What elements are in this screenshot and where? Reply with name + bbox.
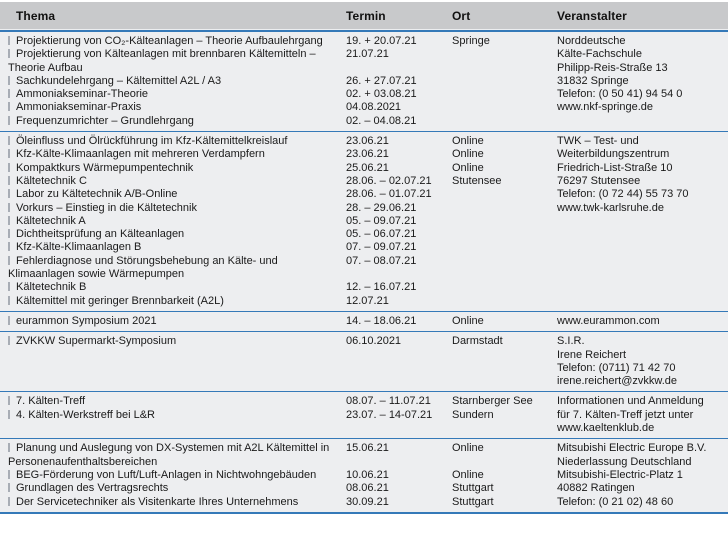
row-marker-icon — [8, 76, 10, 85]
event-theme — [0, 469, 338, 482]
event-theme — [0, 315, 338, 328]
event-theme — [0, 148, 338, 161]
event-theme-text: Grundlagen des Vertragsrechts — [16, 482, 169, 495]
event-theme-text: eurammon Symposium 2021 — [16, 314, 157, 327]
event-theme — [0, 135, 338, 148]
event-theme — [0, 88, 338, 101]
organizer-line: für 7. Kälten-Treff jetzt unter — [557, 408, 694, 421]
event-theme — [0, 442, 338, 469]
event-location: Online — [452, 468, 484, 481]
event-location: Online — [452, 442, 484, 455]
event-theme-text: Kfz-Kälte-Klimaanlagen B — [16, 241, 142, 254]
row-marker-icon — [8, 396, 10, 405]
event-theme — [0, 115, 338, 128]
event-theme-text: Vorkurs – Einstieg in die Kältetechnik — [16, 201, 197, 214]
organizer-line: Mitsubishi-Electric-Platz 1 — [557, 468, 683, 481]
event-date: 30.09.21 — [346, 495, 389, 508]
organizer-website: www.eurammon.com — [557, 314, 660, 327]
row-marker-icon — [8, 282, 10, 291]
row-marker-icon — [8, 36, 10, 45]
event-location: Darmstadt — [452, 335, 503, 348]
organizer-line: Irene Reichert — [557, 348, 627, 361]
event-location: Online — [452, 161, 484, 174]
event-theme — [0, 241, 338, 254]
event-theme-text: 4. Kälten-Werkstreff bei L&R — [16, 408, 155, 421]
organizer-website: www.kaeltenklub.de — [557, 422, 655, 435]
event-theme-text: Labor zu Kältetechnik A/B-Online — [16, 188, 178, 201]
event-date: 07. – 09.07.21 — [346, 241, 417, 254]
organizer-line: S.I.R. — [557, 335, 585, 348]
table-bottom-line — [0, 512, 728, 514]
organizer-info — [549, 442, 728, 508]
event-location: Stuttgart — [452, 482, 494, 495]
row-marker-icon — [8, 203, 10, 212]
organizer-line: 40882 Ratingen — [557, 482, 635, 495]
event-theme — [0, 175, 338, 188]
event-theme — [0, 395, 338, 408]
event-date: 23.07. – 14-07.21 — [346, 408, 433, 421]
row-marker-icon — [8, 256, 10, 265]
event-theme — [0, 215, 338, 228]
event-theme — [0, 48, 338, 75]
event-location: Stutensee — [452, 174, 502, 187]
organizer-line: Kälte-Fachschule — [557, 48, 642, 61]
event-theme-text: Ammoniakseminar-Praxis — [16, 101, 142, 114]
event-theme-text: Projektierung von CO₂-Kälteanlagen – Theorie Aufbaulehrgang — [16, 35, 323, 47]
event-date: 26. + 27.07.21 — [346, 74, 417, 87]
column-header-thema: Thema — [16, 8, 56, 23]
row-marker-icon — [8, 229, 10, 238]
row-marker-icon — [8, 116, 10, 125]
event-theme-text: Projektierung von Kälteanlagen mit brennbaren Kältemitteln – Theorie Aufbau — [8, 48, 316, 74]
row-marker-icon — [8, 443, 10, 452]
row-marker-icon — [8, 136, 10, 145]
event-date: 12. – 16.07.21 — [346, 281, 417, 294]
row-marker-icon — [8, 49, 10, 58]
table-section-zvkkw — [0, 331, 728, 391]
event-date: 23.06.21 — [346, 148, 389, 161]
event-theme — [0, 255, 338, 282]
event-location: Online — [452, 148, 484, 161]
event-theme — [0, 409, 338, 422]
event-date: 19. + 20.07.21 — [346, 35, 417, 47]
organizer-line: Mitsubishi Electric Europe B.V. — [557, 442, 707, 455]
event-theme-text: Sachkundelehrgang – Kältemittel A2L / A3 — [16, 74, 222, 87]
event-theme-text: ZVKKW Supermarkt-Symposium — [16, 335, 177, 348]
organizer-line: Telefon: (0711) 71 42 70 — [557, 361, 676, 374]
organizer-line: Telefon: (0 50 41) 94 54 0 — [557, 88, 683, 101]
row-marker-icon — [8, 176, 10, 185]
event-date: 25.06.21 — [346, 161, 389, 174]
event-date: 02. + 03.08.21 — [346, 88, 417, 101]
event-date: 12.07.21 — [346, 294, 389, 307]
event-theme-text: Frequenzumrichter – Grundlehrgang — [16, 114, 194, 127]
organizer-line: Norddeutsche — [557, 35, 626, 47]
organizer-info — [549, 35, 728, 128]
event-date: 28.06. – 01.07.21 — [346, 188, 432, 201]
event-date: 15.06.21 — [346, 442, 389, 455]
event-theme — [0, 202, 338, 215]
table-section-kaeltenklub — [0, 391, 728, 438]
event-theme-text: Kompaktkurs Wärmepumpentechnik — [16, 161, 194, 174]
event-date: 04.08.2021 — [346, 101, 402, 114]
event-theme-text: Kältemittel mit geringer Brennbarkeit (A2L) — [16, 294, 224, 307]
table-section-nkf — [0, 32, 728, 131]
event-date: 08.06.21 — [346, 482, 389, 495]
event-location: Starnberger See — [452, 395, 533, 408]
event-date: 06.10.2021 — [346, 335, 402, 348]
table-section-eurammon — [0, 311, 728, 331]
event-location: Sundern — [452, 408, 494, 421]
organizer-line: Friedrich-List-Straße 10 — [557, 161, 673, 174]
event-theme-text: Dichtheitsprüfung an Kälteanlagen — [16, 228, 185, 241]
event-date: 02. – 04.08.21 — [346, 114, 417, 127]
organizer-info — [549, 315, 728, 328]
event-theme-text: BEG-Förderung von Luft/Luft-Anlagen in Nichtwohngebäuden — [16, 468, 317, 481]
event-theme — [0, 295, 338, 308]
event-theme-text: Kältetechnik C — [16, 174, 87, 187]
row-marker-icon — [8, 102, 10, 111]
organizer-line: 31832 Springe — [557, 74, 629, 87]
event-theme-text: Kältetechnik B — [16, 281, 87, 294]
event-date: 14. – 18.06.21 — [346, 314, 417, 327]
event-location: Online — [452, 135, 484, 148]
event-date: 05. – 09.07.21 — [346, 214, 417, 227]
organizer-website: www.nkf-springe.de — [557, 101, 653, 114]
event-theme — [0, 496, 338, 509]
organizer-website: www.twk-karlsruhe.de — [557, 201, 664, 214]
event-theme — [0, 281, 338, 294]
table-header-row — [0, 2, 728, 29]
event-theme — [0, 188, 338, 201]
row-marker-icon — [8, 216, 10, 225]
event-theme — [0, 162, 338, 175]
event-location: Online — [452, 314, 484, 327]
event-theme-text: Fehlerdiagnose und Störungsbehebung an Kälte- und Klimaanlagen sowie Wärmepumpen — [8, 254, 278, 281]
organizer-line: Telefon: (0 21 02) 48 60 — [557, 495, 674, 508]
row-marker-icon — [8, 336, 10, 345]
column-header-ort: Ort — [452, 8, 471, 23]
event-date: 07. – 08.07.21 — [346, 254, 417, 267]
seminar-events-table — [0, 2, 728, 514]
event-theme-text: Planung und Auslegung von DX-Systemen mit A2L Kältemittel in Personenaufenthaltsbereichen — [8, 442, 330, 468]
organizer-info — [549, 135, 728, 308]
organizer-email: irene.reichert@zvkkw.de — [557, 375, 677, 388]
row-marker-icon — [8, 483, 10, 492]
organizer-line: Informationen und Anmeldung — [557, 395, 704, 408]
organizer-info — [549, 395, 728, 435]
event-theme-text: Ammoniakseminar-Theorie — [16, 88, 149, 101]
event-location: Springe — [452, 35, 490, 47]
row-marker-icon — [8, 410, 10, 419]
event-theme — [0, 228, 338, 241]
organizer-line: Philipp-Reis-Straße 13 — [557, 61, 668, 74]
organizer-line: 76297 Stutensee — [557, 174, 641, 187]
row-marker-icon — [8, 242, 10, 251]
event-date: 28. – 29.06.21 — [346, 201, 417, 214]
event-theme-text: Der Servicetechniker als Visitenkarte Ihres Unternehmens — [16, 495, 299, 508]
row-marker-icon — [8, 497, 10, 506]
row-marker-icon — [8, 189, 10, 198]
event-theme — [0, 482, 338, 495]
row-marker-icon — [8, 163, 10, 172]
row-marker-icon — [8, 149, 10, 158]
row-marker-icon — [8, 89, 10, 98]
event-date: 05. – 06.07.21 — [346, 228, 417, 241]
row-marker-icon — [8, 470, 10, 479]
event-theme-text: Kältetechnik A — [16, 214, 86, 227]
organizer-line: TWK – Test- und — [557, 135, 639, 148]
event-theme — [0, 335, 338, 348]
event-theme — [0, 35, 338, 48]
row-marker-icon — [8, 296, 10, 305]
event-date: 21.07.21 — [346, 48, 389, 61]
organizer-line: Telefon: (0 72 44) 55 73 70 — [557, 188, 689, 201]
event-theme-text: 7. Kälten-Treff — [16, 395, 86, 408]
event-theme-text: Kfz-Kälte-Klimaanlagen mit mehreren Verdampfern — [16, 148, 265, 161]
event-date: 10.06.21 — [346, 468, 389, 481]
table-section-mitsubishi — [0, 438, 728, 511]
event-theme — [0, 101, 338, 114]
organizer-line: Weiterbildungszentrum — [557, 148, 670, 161]
event-theme-text: Öleinfluss und Ölrückführung im Kfz-Kältemittelkreislauf — [16, 135, 288, 148]
event-date: 08.07. – 11.07.21 — [346, 395, 431, 408]
event-date: 28.06. – 02.07.21 — [346, 174, 432, 187]
organizer-info — [549, 335, 728, 388]
event-theme — [0, 75, 338, 88]
row-marker-icon — [8, 316, 10, 325]
event-date: 23.06.21 — [346, 135, 389, 148]
event-location: Stuttgart — [452, 495, 494, 508]
column-header-termin: Termin — [346, 8, 386, 23]
organizer-line: Niederlassung Deutschland — [557, 455, 692, 468]
column-header-veranstalter: Veranstalter — [557, 8, 627, 23]
table-section-twk — [0, 131, 728, 311]
